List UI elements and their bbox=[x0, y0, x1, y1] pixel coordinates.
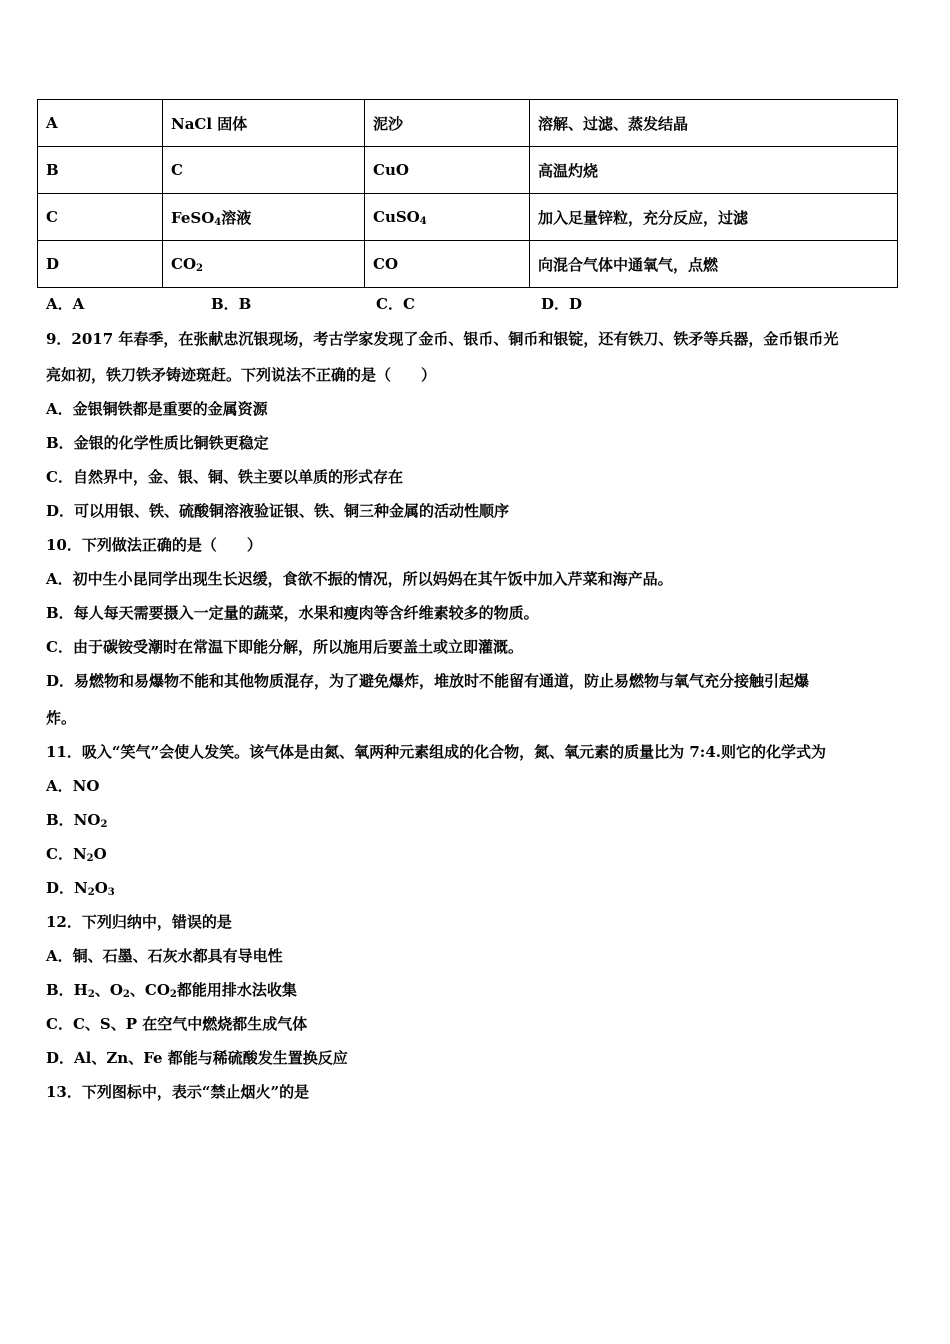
cell-option: B bbox=[38, 147, 163, 194]
q9-option-a: A．金银铜铁都是重要的金属资源 bbox=[46, 400, 268, 418]
cell-impurity: CuO bbox=[365, 147, 530, 194]
cell-method: 加入足量锌粒，充分反应，过滤 bbox=[530, 194, 898, 241]
cell-method: 高温灼烧 bbox=[530, 147, 898, 194]
cell-substance: NaCl 固体 bbox=[163, 100, 365, 147]
cell-impurity: CuSO$_4$ bbox=[365, 194, 530, 241]
q11-option-c: C．$N_2O$ bbox=[46, 845, 107, 864]
cell-option: C bbox=[38, 194, 163, 241]
table-row bbox=[38, 241, 898, 288]
q12-option-b: B．$H_2$、$O_2$、$CO_2$都能用排水法收集 bbox=[46, 981, 297, 1000]
q8-answer-options bbox=[46, 293, 706, 314]
cell-option: D bbox=[38, 241, 163, 288]
answer-option: A．A bbox=[46, 295, 85, 313]
cell-option: A bbox=[38, 100, 163, 147]
cell-substance: C bbox=[163, 147, 365, 194]
answer-option: B．B bbox=[211, 295, 252, 313]
q12-option-c: C．C、S、P 在空气中燃烧都生成气体 bbox=[46, 1015, 308, 1033]
q11-option-b: B．$NO_2$ bbox=[46, 811, 108, 830]
q11-option-a: A．NO bbox=[46, 777, 100, 795]
q10-option-b: B．每人每天需要摄入一定量的蔬菜，水果和瘦肉等含纤维素较多的物质。 bbox=[46, 604, 539, 622]
q9-option-b: B．金银的化学性质比铜铁更稳定 bbox=[46, 434, 269, 452]
q12-option-a: A．铜、石墨、石灰水都具有导电性 bbox=[46, 947, 283, 965]
q10-option-d-line2: 炸。 bbox=[46, 709, 77, 727]
q13-stem: 13．下列图标中，表示“禁止烟火”的是 bbox=[46, 1083, 310, 1101]
answer-option: D．D bbox=[541, 295, 583, 313]
q11-stem: 11．吸入“笑气”会使人发笑。该气体是由氮、氧两种元素组成的化合物，氮、氧元素的质量比为 7:4.则它的化学式为 bbox=[46, 743, 826, 761]
q10-stem: 10．下列做法正确的是（ ） bbox=[46, 536, 262, 554]
cell-method: 溶解、过滤、蒸发结晶 bbox=[530, 100, 898, 147]
q9-option-c: C．自然界中，金、银、铜、铁主要以单质的形式存在 bbox=[46, 468, 403, 486]
answer-option: C．C bbox=[376, 295, 415, 313]
q10-option-c: C．由于碳铵受潮时在常温下即能分解，所以施用后要盖土或立即灌溉。 bbox=[46, 638, 523, 656]
q10-option-a: A．初中生小昆同学出现生长迟缓，食欲不振的情况，所以妈妈在其午饭中加入芹菜和海产品。 bbox=[46, 570, 673, 588]
table-row bbox=[38, 194, 898, 241]
q9-stem-line1: 9．2017 年春季，在张献忠沉银现场，考古学家发现了金币、银币、铜币和银锭，还有铁刀、铁矛等兵器，金币银币光 bbox=[46, 330, 839, 348]
q12-option-d: D．Al、Zn、Fe 都能与稀硫酸发生置换反应 bbox=[46, 1049, 348, 1067]
q10-option-d-line1: D．易燃物和易爆物不能和其他物质混存，为了避免爆炸，堆放时不能留有通道，防止易燃物与氧气充分接触引起爆 bbox=[46, 672, 810, 690]
cell-substance: $CO_2$ bbox=[163, 241, 365, 288]
cell-impurity: CO bbox=[365, 241, 530, 288]
q11-option-d: D．$N_2O_3$ bbox=[46, 879, 115, 898]
table-row bbox=[38, 147, 898, 194]
cell-method: 向混合气体中通氧气，点燃 bbox=[530, 241, 898, 288]
separation-table bbox=[37, 99, 898, 288]
q12-stem: 12．下列归纳中，错误的是 bbox=[46, 913, 232, 931]
q9-stem-line2: 亮如初，铁刀铁矛铸迹斑赶。下列说法不正确的是（ ） bbox=[46, 366, 437, 384]
table-row bbox=[38, 100, 898, 147]
cell-impurity: 泥沙 bbox=[365, 100, 530, 147]
q9-option-d: D．可以用银、铁、硫酸铜溶液验证银、铁、铜三种金属的活动性顺序 bbox=[46, 502, 510, 520]
cell-substance: FeSO$_4$溶液 bbox=[163, 194, 365, 241]
